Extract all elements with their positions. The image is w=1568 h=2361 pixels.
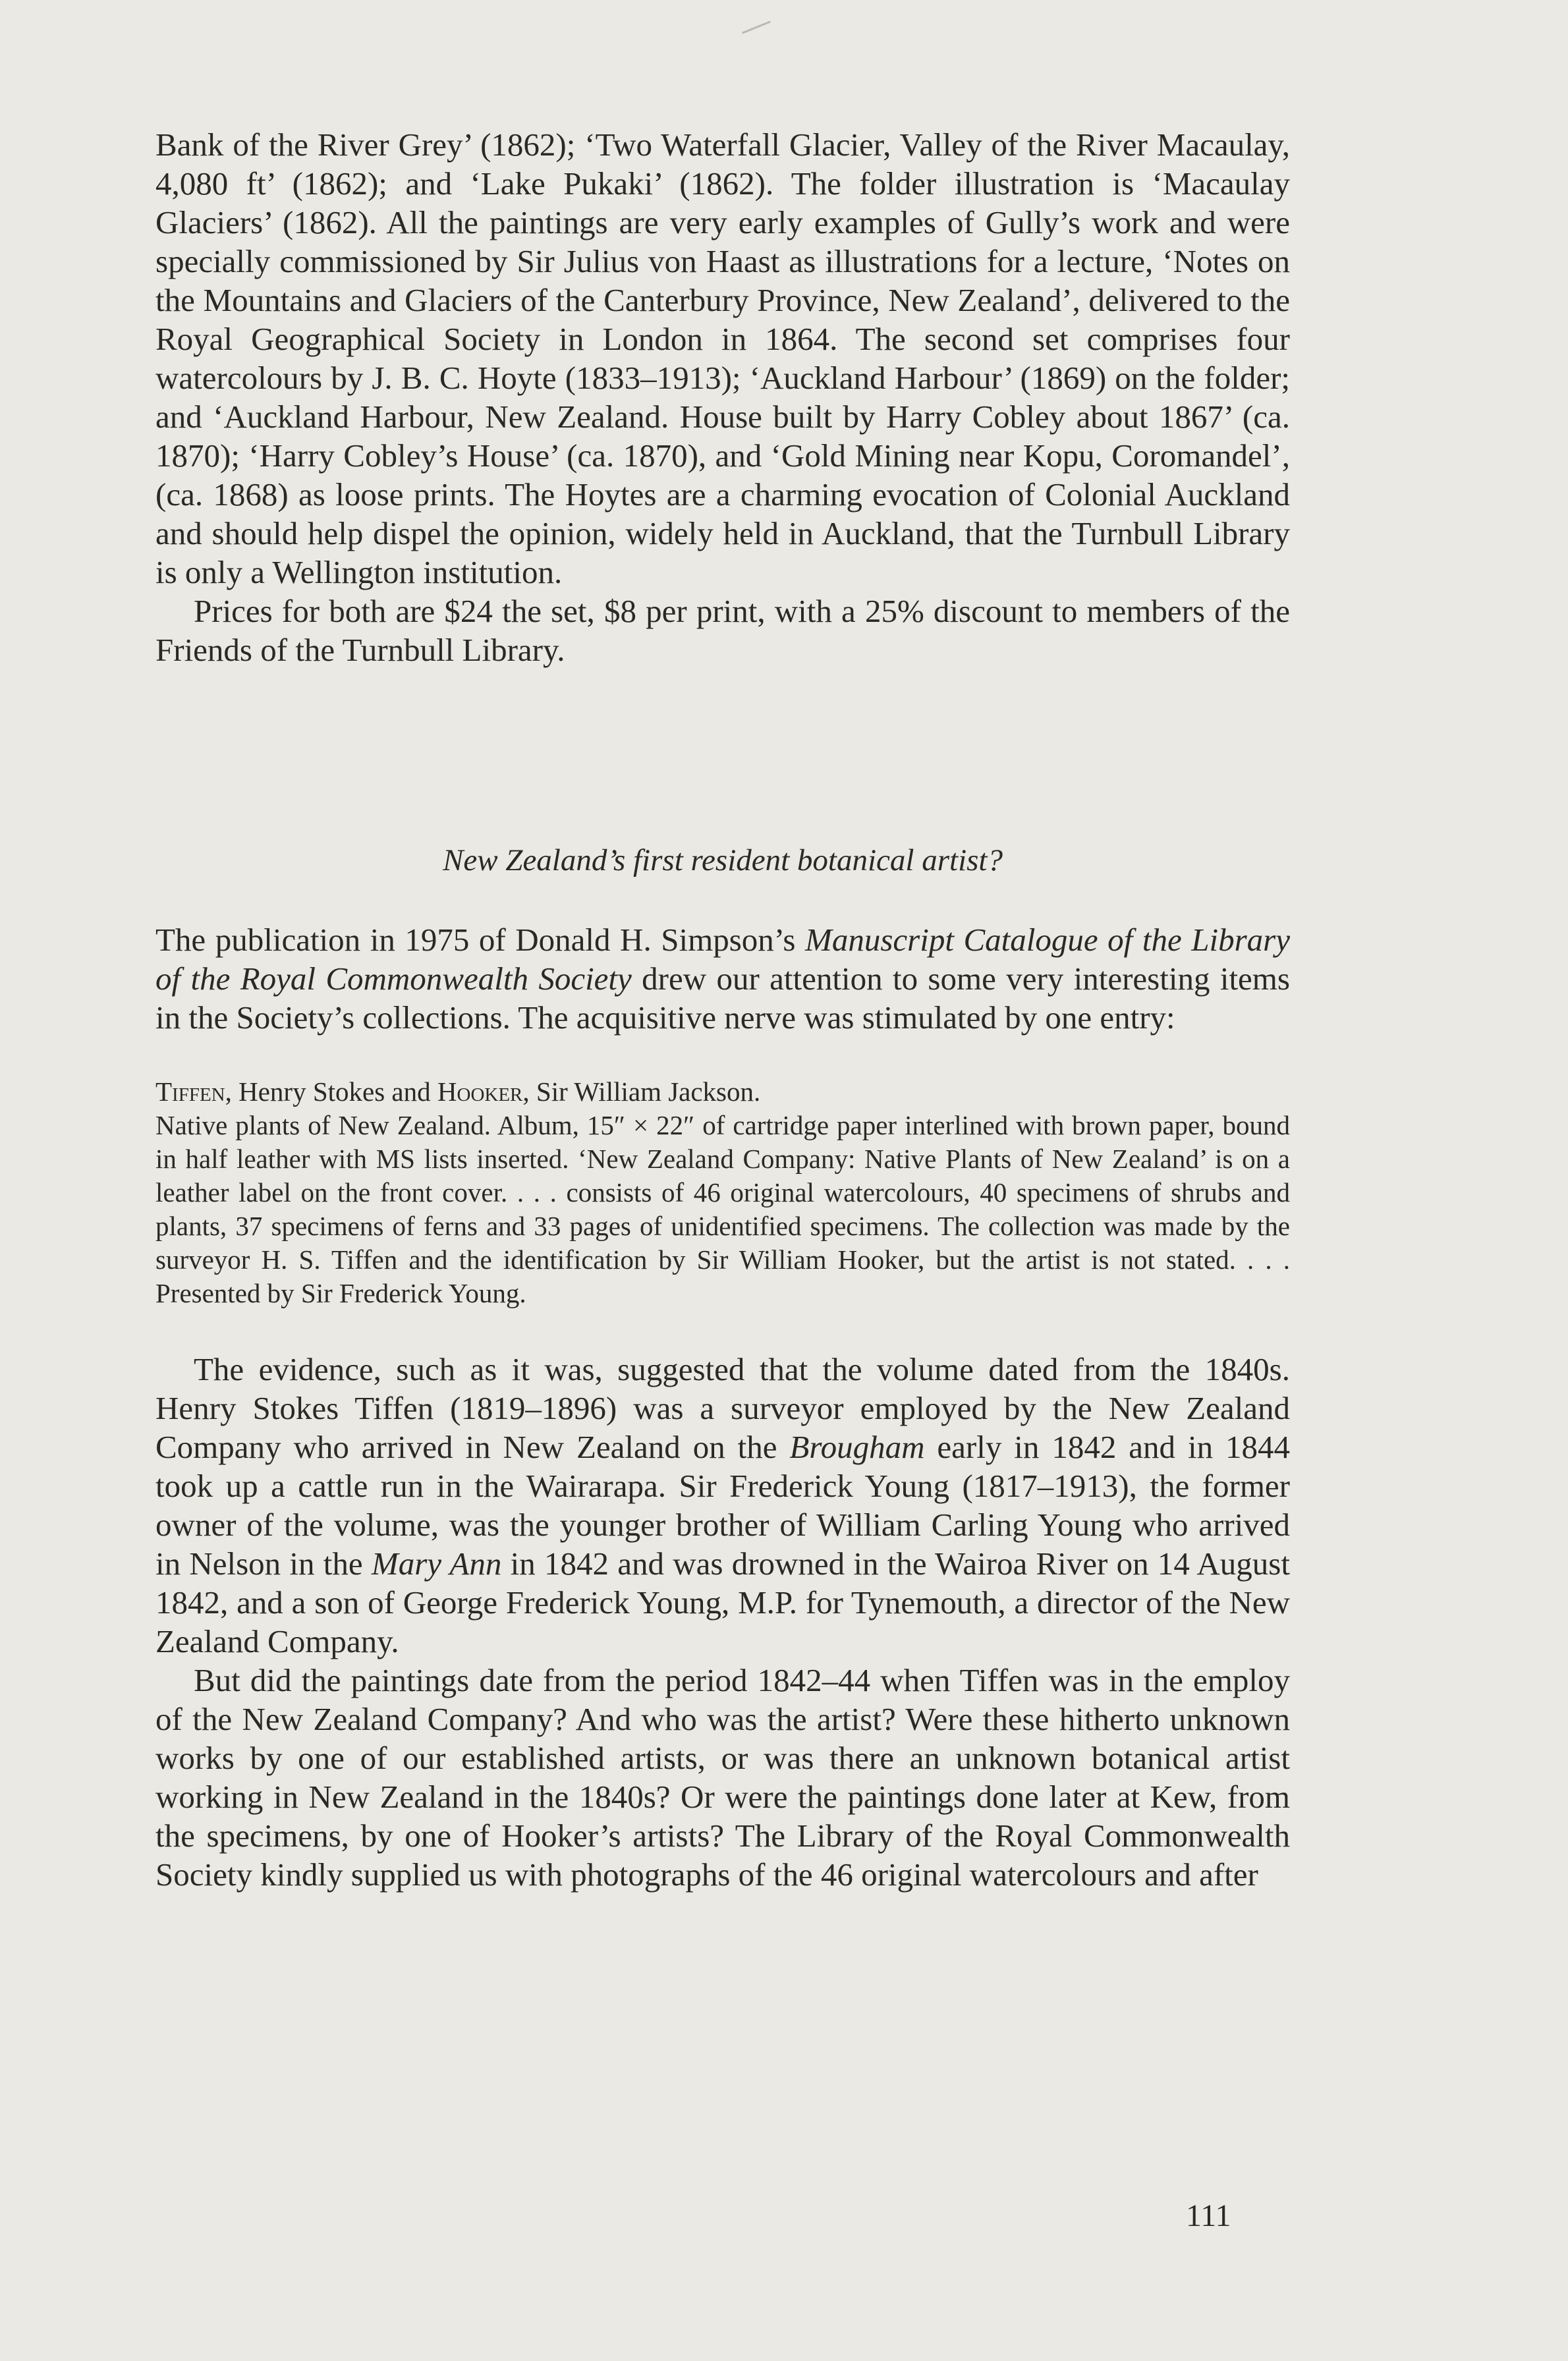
- quote-name-tiffen: Tiffen: [155, 1076, 225, 1107]
- catalogue-entry-quote: [155, 1075, 1290, 1310]
- page-number: 111: [1186, 2198, 1231, 2233]
- paragraph-prices: Prices for both are $24 the set, $8 per print, with a 25% discount to members of the Friends of the Turnbull Library.: [155, 593, 1290, 668]
- intro-text-b: drew our attention to some very interesting items in the Society’s collections. The acquisitive nerve was stimulated by one entry:: [155, 960, 1290, 1036]
- catalogue-title: Manuscript Catalogue of the Library of the Royal Commonwealth Society: [155, 922, 1290, 997]
- section-heading: New Zealand’s first resident botanical artist?: [443, 843, 1003, 877]
- paragraph-prints-description: Bank of the River Grey’ (1862); ‘Two Waterfall Glacier, Valley of the River Macaulay, 4,080 ft’ (1862); and ‘Lake Pukaki’ (1862). The folder illustration is ‘Macaulay Glaciers’ (1862). All the paintings are very early examples of Gully’s work and were specially commissioned by Sir Julius von Haast as illustrations for a lecture, ‘Notes on the Mountains and Glaciers of the Canterbury Province, New Zealand’, delivered to the Royal Geographical Society in London in 1864. The second set comprises four watercolours by J. B. C. Hoyte (1833–1913); ‘Auckland Harbour’ (1869) on the folder; and ‘Auckland Harbour, New Zealand. House built by Harry Cobley about 1867’ (ca. 1870); ‘Harry Cobley’s House’ (ca. 1870), and ‘Gold Mining near Kopu, Coromandel’, (ca. 1868) as loose prints. The Hoytes are a charming evocation of Colonial Auckland and should help dispel the opinion, widely held in Auckland, that the Turnbull Library is only a Wellington institution.: [155, 126, 1290, 590]
- section-prints: [155, 125, 1290, 669]
- scan-mark: [742, 20, 771, 34]
- quote-names: [155, 1075, 1290, 1109]
- ship-name-mary-ann: Mary Ann: [371, 1545, 502, 1582]
- quote-name-hooker-rest: , Sir William Jackson.: [522, 1076, 761, 1107]
- quote-body: Native plants of New Zealand. Album, 15″ × 22″ of cartridge paper interlined with brown paper, bound in half leather with MS lists inserted. ‘New Zealand Company: Native Plants of New Zealand’ is on a leather label on the front cover. . . . consists of 46 original watercolours, 40 specimens of shrubs and plants, 37 specimens of ferns and 33 pages of unidentified specimens. The collection was made by the surveyor H. S. Tiffen and the identification by Sir William Hooker, but the artist is not stated. . . . Presented by Sir Frederick Young.: [155, 1110, 1290, 1308]
- paragraph-intro: [155, 920, 1290, 1037]
- quote-name-tiffen-rest: , Henry Stokes and: [225, 1076, 437, 1107]
- evidence-text-b: early in 1842 and in 1844 took up a cattle run in the Wairarapa. Sir Frederick Young (1817–1913), the former owner of the volume, was the younger brother of William Carling Young who arrived in Nelson in the: [155, 1429, 1290, 1582]
- paragraph-questions: But did the paintings date from the period 1842–44 when Tiffen was in the employ of the New Zealand Company? And who was the artist? Were these hitherto unknown works by one of our established artists, or was there an unknown botanical artist working in New Zealand in the 1840s? Or were the paintings done later at Kew, from the specimens, by one of Hooker’s artists? The Library of the Royal Commonwealth Society kindly supplied us with photographs of the 46 original watercolours and after: [155, 1662, 1290, 1893]
- evidence-text-a: The evidence, such as it was, suggested that the volume dated from the 1840s. Henry Stokes Tiffen (1819–1896) was a surveyor employed by the New Zealand Company who arrived in New Zealand on the: [155, 1351, 1290, 1465]
- evidence-text-c: in 1842 and was drowned in the Wairoa River on 14 August 1842, and a son of George Frederick Young, M.P. for Tynemouth, a director of the New Zealand Company.: [155, 1545, 1290, 1659]
- ship-name-brougham: Brougham: [789, 1429, 925, 1465]
- intro-text-a: The publication in 1975 of Donald H. Simpson’s: [155, 922, 806, 958]
- quote-name-hooker: Hooker: [437, 1076, 523, 1107]
- paragraph-evidence: [155, 1350, 1290, 1661]
- section-botanical-artist: [155, 920, 1290, 1894]
